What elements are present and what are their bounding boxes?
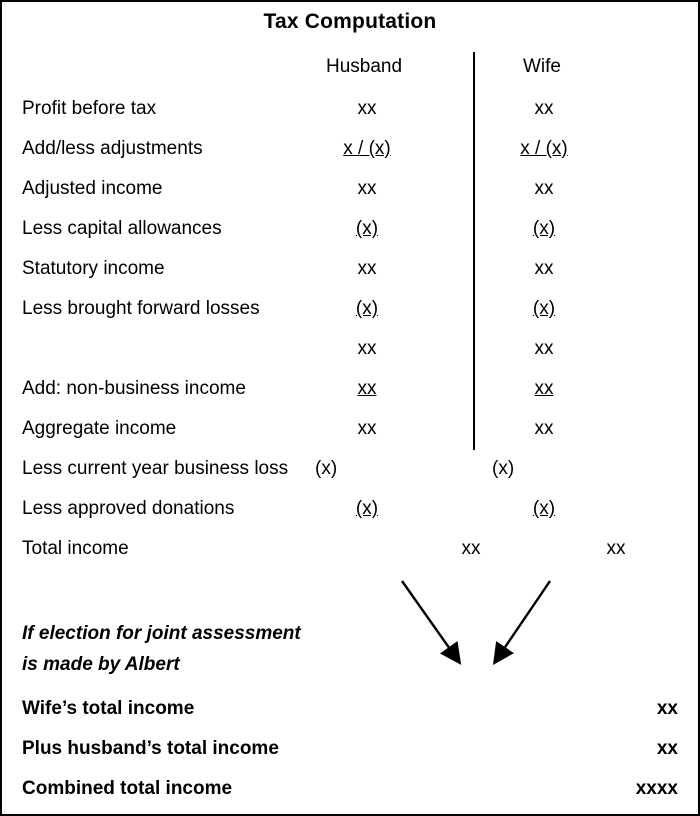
total-value-wife: xx (606, 538, 626, 559)
row-value-wife: xx (534, 98, 554, 119)
column-header-husband: Husband (325, 56, 403, 77)
row-value-wife: (x) (532, 218, 556, 239)
summary-label: Wife’s total income (22, 698, 195, 719)
summary-value: xxxx (635, 778, 678, 799)
table-row (2, 94, 698, 134)
election-note-line-1: If election for joint assessment (22, 623, 301, 644)
row-label: Add/less adjustments (22, 138, 203, 159)
arrow-wife-to-combined (497, 581, 550, 659)
summary-label: Combined total income (22, 778, 233, 799)
summary-row (2, 776, 698, 816)
total-value-husband: xx (461, 538, 481, 559)
row-label: Less approved donations (22, 498, 235, 519)
row-value-wife: xx (534, 258, 554, 279)
election-note (22, 618, 301, 680)
row-value-husband: x / (x) (343, 138, 391, 159)
table-row (2, 294, 698, 334)
table-row (2, 174, 698, 214)
summary-value: xx (656, 698, 678, 719)
row-value-wife: (x) (532, 298, 556, 319)
row-value-husband: xx (357, 258, 377, 279)
row-value-husband: xx (357, 378, 377, 399)
table-row (2, 454, 698, 494)
row-value-husband: (x) (355, 298, 379, 319)
table-row (2, 334, 698, 374)
summary-row (2, 736, 698, 776)
row-label: Less current year business loss (22, 458, 289, 479)
row-label: Aggregate income (22, 418, 177, 439)
row-value-wife: xx (534, 178, 554, 199)
row-value-husband: (x) (315, 458, 338, 479)
row-value-husband: (x) (355, 218, 379, 239)
row-value-husband: xx (357, 418, 377, 439)
row-value-wife: x / (x) (520, 138, 568, 159)
row-value-wife: xx (534, 378, 554, 399)
row-value-wife: (x) (492, 458, 515, 479)
arrow-husband-to-combined (402, 581, 457, 659)
table-row (2, 254, 698, 294)
row-label: Profit before tax (22, 98, 157, 119)
summary-row (2, 696, 698, 736)
row-value-wife: xx (534, 338, 554, 359)
table-row (2, 134, 698, 174)
row-label: Less brought forward losses (22, 298, 260, 319)
row-label: Less capital allowances (22, 218, 222, 239)
page-title: Tax Computation (263, 10, 437, 33)
table-row (2, 494, 698, 534)
row-label: Statutory income (22, 258, 165, 279)
summary-value: xx (656, 738, 678, 759)
election-note-line-2: is made by Albert (22, 654, 180, 675)
summary-label: Plus husband’s total income (22, 738, 279, 759)
table-row (2, 374, 698, 414)
row-value-husband: xx (357, 178, 377, 199)
row-value-husband: (x) (355, 498, 379, 519)
row-value-husband: xx (357, 338, 377, 359)
row-value-wife: (x) (532, 498, 556, 519)
row-label: Adjusted income (22, 178, 163, 199)
row-value-wife: xx (534, 418, 554, 439)
row-label: Total income (22, 538, 129, 559)
table-row (2, 214, 698, 254)
summary-section (2, 696, 698, 816)
column-header-wife: Wife (523, 56, 561, 77)
row-value-husband: xx (357, 98, 377, 119)
computation-rows (2, 94, 698, 574)
table-row (2, 414, 698, 454)
row-label: Add: non-business income (22, 378, 246, 399)
